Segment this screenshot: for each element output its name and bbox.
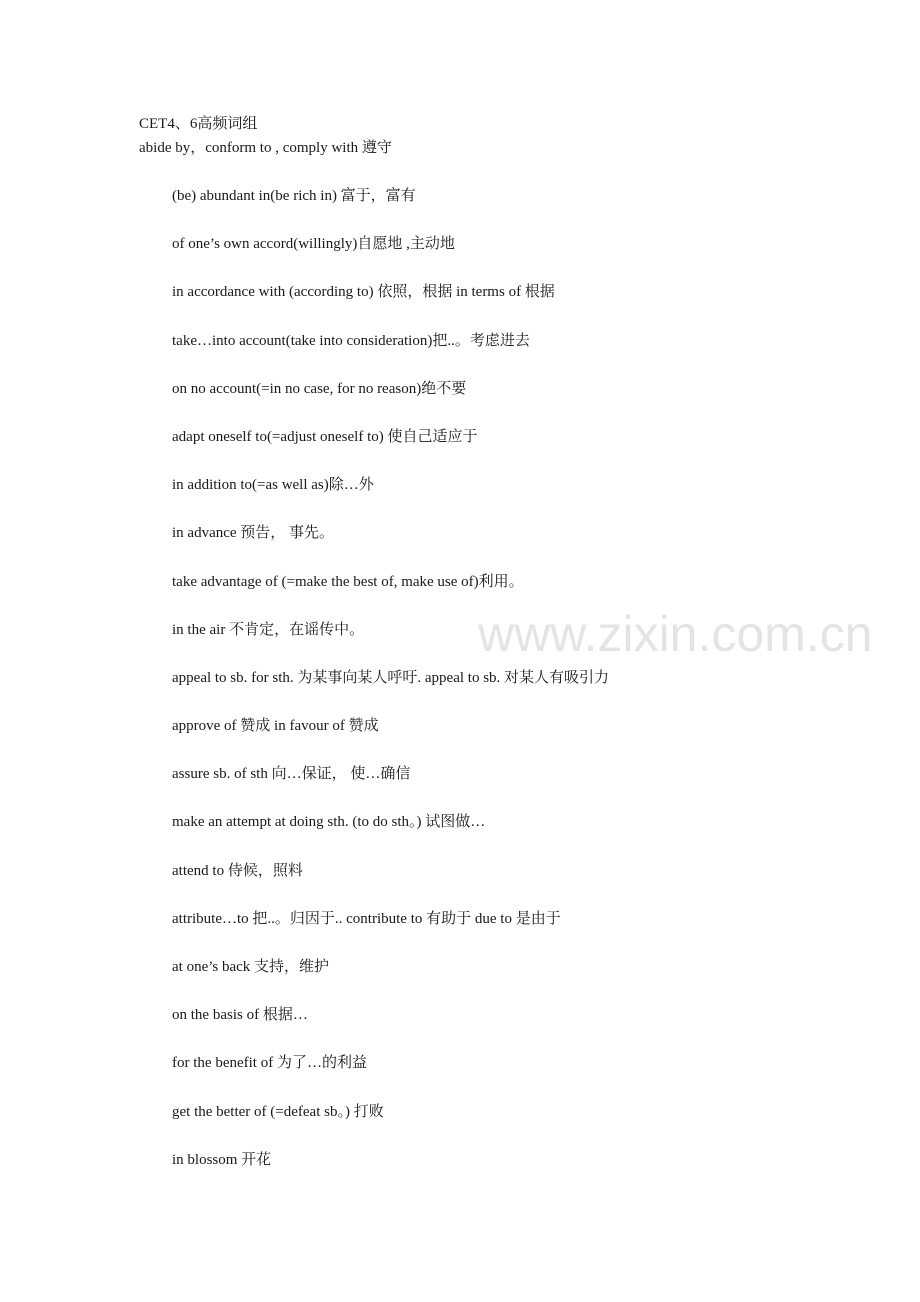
phrase-entry: (be) abundant in(be rich in) 富于，富有 — [172, 188, 416, 204]
phrase-entry: in blossom 开花 — [172, 1151, 272, 1168]
phrase-entry: get the better of (=defeat sb。) 打败 — [172, 1103, 384, 1120]
phrase-entry: appeal to sb. for sth. 为某事向某人呼吁. appeal to sb. 对某人有吸引力 — [172, 669, 610, 686]
phrase-entry: assure sb. of sth 向…保证， 使…确信 — [172, 766, 411, 783]
phrase-entry: adapt oneself to(=adjust oneself to) 使自己适应于 — [172, 428, 478, 445]
phrase-entry: take advantage of (=make the best of, make use of)利用。 — [172, 573, 524, 590]
phrase-entry: attribute…to 把..。归因于.. contribute to 有助于 due to 是由于 — [172, 910, 561, 927]
phrase-entry: on the basis of 根据… — [172, 1007, 308, 1024]
phrase-list — [172, 185, 609, 1197]
phrase-entry: for the benefit of 为了…的利益 — [172, 1055, 367, 1072]
document-title: CET4、6高频词组 — [139, 116, 258, 132]
first-phrase-line: abide by，conform to , comply with 遵守 — [139, 140, 392, 156]
phrase-entry: on no account(=in no case, for no reason)绝不要 — [172, 380, 467, 397]
watermark: www.zixin.com.cn — [478, 606, 873, 662]
phrase-entry: in advance 预告， 事先。 — [172, 525, 335, 542]
phrase-entry: take…into account(take into consideration)把..。考虑进去 — [172, 332, 530, 349]
phrase-entry: of one’s own accord(willingly)自愿地 ,主动地 — [172, 236, 455, 253]
phrase-entry: in the air 不肯定，在谣传中。 — [172, 621, 365, 638]
phrase-entry: attend to 侍候，照料 — [172, 862, 303, 879]
phrase-entry: make an attempt at doing sth. (to do sth。) 试图做… — [172, 814, 486, 831]
phrase-entry: in accordance with (according to) 依照，根据 in terms of 根据 — [172, 284, 555, 301]
phrase-entry: approve of 赞成 in favour of 赞成 — [172, 718, 379, 735]
phrase-entry: in addition to(=as well as)除…外 — [172, 477, 374, 494]
phrase-entry: at one’s back 支持，维护 — [172, 959, 330, 975]
